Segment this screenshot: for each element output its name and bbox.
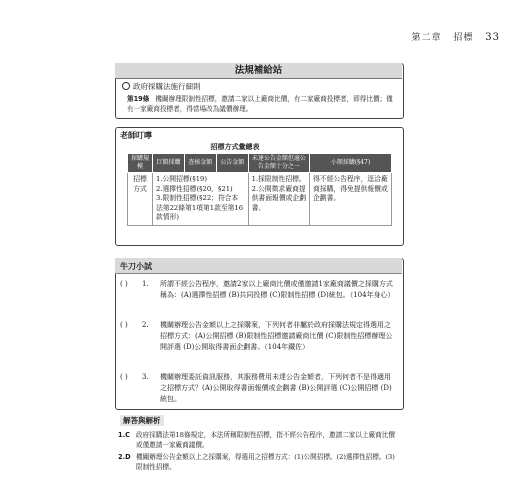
law-box-subtitle: 政府採購法施行細則: [122, 81, 201, 92]
table-header: 採購規模: [128, 154, 153, 173]
table-cell: 得不經公告程序，逕洽廠商採購，得免提供報價或企劃書。: [310, 173, 392, 226]
teacher-reminder-label: 老師叮嚀: [120, 131, 152, 140]
law-article: [127, 94, 399, 114]
cell-line: 2.公開徵求廠商提供書面報價或企劃書。: [251, 184, 307, 212]
question-number: 1.: [142, 280, 149, 288]
answer-blank: ( ): [120, 280, 128, 288]
row-label: 招標方式: [128, 173, 153, 226]
summary-table: [127, 153, 392, 226]
article-text: 機關辦理限制性招標，邀請二家以上廠商比價，有二家廠商投標者，即得比價；僅有一家廠商投標者，得當場改為議價辦理。: [127, 95, 393, 113]
answer-1: [118, 430, 400, 449]
article-number: 第19條: [127, 95, 150, 103]
table-row: [128, 173, 392, 226]
answer-key: 1.C: [118, 431, 130, 439]
cell-line: 1.採限制性招標。: [251, 175, 306, 183]
answer-text: 政府採購法第18條規定，本法所稱限制性招標，指不經公告程序，邀請二家以上廠商比價或僅邀請一家廠商議價。: [136, 431, 395, 449]
cell-line: 1.公開招標(§19): [156, 175, 208, 183]
bullet-circle-icon: [122, 82, 130, 90]
summary-table-title: 招標方式彙總表: [210, 142, 260, 151]
table-cell: [153, 173, 249, 226]
table-header: 查核金額: [184, 154, 216, 173]
answer-blank: ( ): [120, 373, 128, 381]
chapter-title: 招標: [453, 33, 474, 43]
answer-blank: ( ): [120, 321, 128, 329]
running-header: [0, 30, 500, 43]
answer-key: 2.D: [118, 453, 131, 461]
exercise-label: 牛刀小試: [120, 262, 152, 271]
table-header: 小額採購(§47): [310, 154, 392, 173]
table-header: 巨額採購: [153, 154, 185, 173]
table-header: 未達公告金額但逾公告金額十分之一: [248, 154, 309, 173]
question-2: [120, 320, 396, 351]
cell-line: 2.選擇性招標(§20、§21): [156, 184, 233, 193]
question-text: 所謂不經公告程序，邀請2家以上廠商比價或僅邀請1家廠商議價之採購方式稱為：(A)選擇性招標 (B)共同投標 (C)限制性招標 (D)統包。（104年身心）: [160, 280, 395, 299]
law-box-title: 法規補給站: [115, 63, 402, 79]
question-3: [120, 372, 396, 403]
cell-line: 3.限制性招標(§22；符合本法第22條第1項第1款至第16款情形): [156, 194, 244, 221]
answer-text: 機關辦理公告金額以上之採購案，得選用之招標方式：(1)公開招標。(2)選擇性招標。(3)限制性招標。: [136, 453, 395, 471]
question-number: 3.: [142, 373, 149, 381]
answers-label: 解答與解析: [120, 415, 164, 426]
question-number: 2.: [142, 321, 149, 329]
page-number: 33: [485, 32, 500, 43]
question-text: 機關辦理委託資訊服務，其服務費用未達公告金額者，下列何者不是得適用之招標方式？(A)公開取得書面報價或企劃書 (B)公開評選 (C)公開招標 (D)統包。: [160, 373, 392, 403]
exercise-header-bar: [115, 258, 402, 274]
question-1: [120, 279, 396, 299]
answer-2: [118, 452, 400, 471]
table-header-row: [128, 154, 392, 173]
table-header: 公告金額: [216, 154, 248, 173]
chapter-label: 第二章: [411, 33, 442, 43]
question-text: 機關辦理公告金額以上之採購案，下列何者非屬於政府採購法規定得選用之招標方式：(A)公開招標 (B)限制性招標邀請廠商比價 (C)限制性招標辦理公開評選 (D)公開取得書面企劃書。（104年鐵佐）: [160, 321, 393, 351]
table-cell: [248, 173, 309, 226]
